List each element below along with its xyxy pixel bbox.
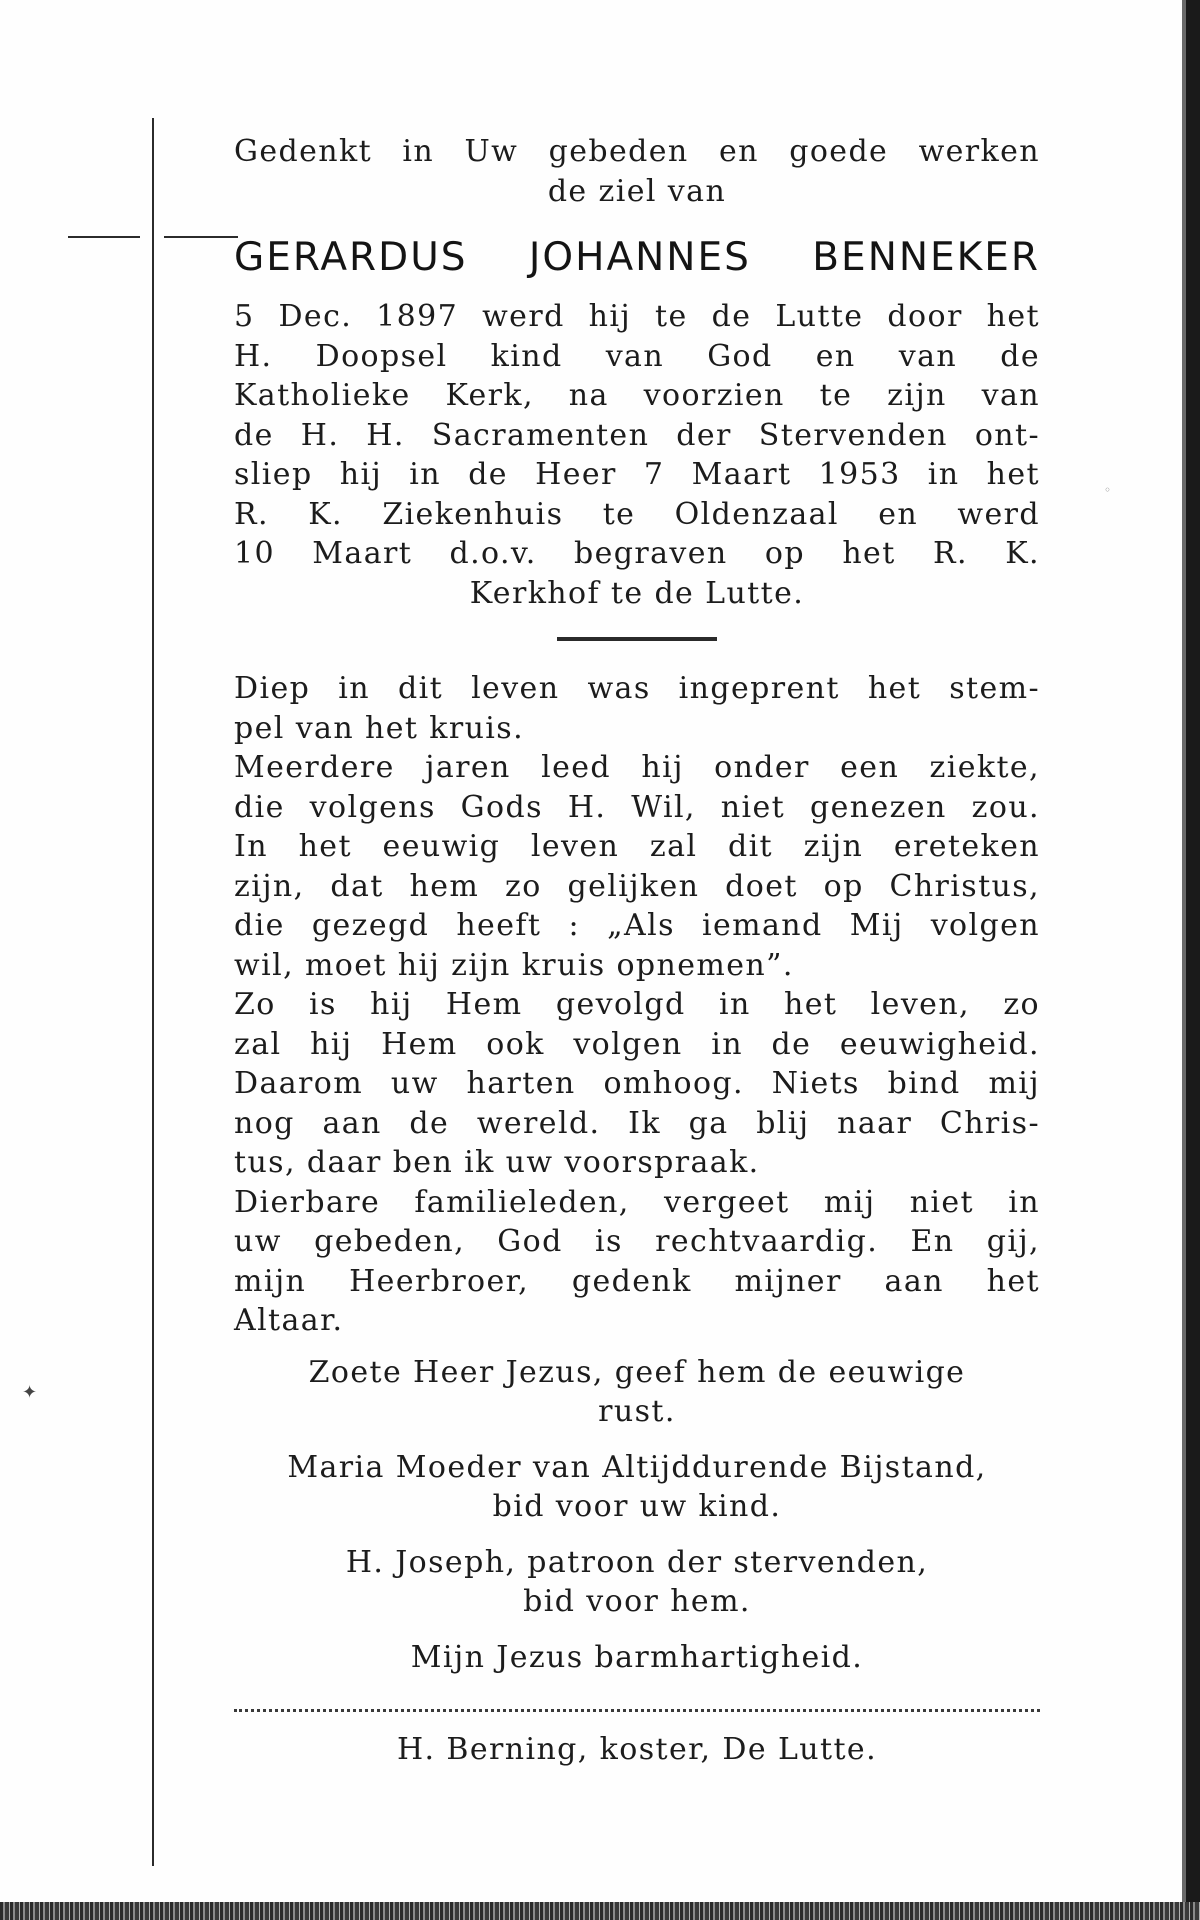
deceased-name: GERARDUS JOHANNES BENNEKER [234,235,1040,280]
biography-line: Katholieke Kerk, na voorzien te zijn van [234,378,1040,413]
reflection-line: pel van het kruis. [234,710,525,746]
biography [234,297,1040,613]
printer-credit: H. Berning, koster, De Lutte. [396,1732,878,1767]
card-bottom-border [0,1902,1200,1920]
reflection-line: Zo is hij Hem gevolgd in het leven, zo [234,987,1040,1022]
prayer-line: bid voor uw kind. [492,1489,782,1524]
biography-line: H. Doopsel kind van God en van de [234,338,1040,374]
prayer-line: rust. [598,1394,676,1429]
reflection-line: die volgens Gods H. Wil, niet genezen zou. [234,789,1040,825]
print-speck: ◦ [1104,483,1112,497]
reflection-line: Dierbare familieleden, vergeet mij niet in [234,1184,1040,1220]
reflection-line: nog aan de wereld. Ik ga blij naar Chris- [234,1105,1040,1141]
biography-line: 5 Dec. 1897 werd hij te de Lutte door het [234,299,1040,334]
biography-line: R. K. Ziekenhuis te Oldenzaal en werd [234,496,1040,532]
card-right-border [1186,0,1200,1920]
biography-line: sliep hij in de Heer 7 Maart 1953 in het [234,457,1040,492]
prayer-line: Zoete Heer Jezus, geef hem de eeuwige [308,1354,966,1390]
cross-bar-left [68,236,140,238]
cross-vertical-line [152,118,154,1866]
biography-line: 10 Maart d.o.v. begraven op het R. K. [234,536,1040,571]
heading-line: de ziel van [547,173,727,209]
reflection-line: uw gebeden, God is rechtvaardig. En gij, [234,1224,1040,1259]
prayer-line: Maria Moeder van Altijddurende Bijstand, [287,1449,987,1485]
prayer-line: bid voor hem. [523,1584,751,1619]
footer-divider [234,1709,1040,1712]
reflection-line: zijn, dat hem zo gelijken doet op Christus, [234,868,1040,904]
reflection-line: mijn Heerbroer, gedenk mijner aan het [234,1263,1040,1299]
reflection-line: Meerdere jaren leed hij onder een ziekte, [234,750,1040,785]
reflection-line: wil, moet hij zijn kruis opnemen”. [234,947,794,983]
reflection-line: Diep in dit leven was ingeprent het stem- [234,671,1040,706]
prayer-line: Mijn Jezus barmhartigheid. [410,1639,864,1675]
reflection-line: Daarom uw harten omhoog. Niets bind mij [234,1066,1040,1101]
reflection-line: In het eeuwig leven zal dit zijn ereteken [234,829,1040,864]
cross-bar-right [164,236,238,238]
biography-line: Kerkhof te de Lutte. [469,575,805,611]
reflection-line: die gezegd heeft : „Als iemand Mij volgen [234,908,1040,943]
print-speck: ✦ [22,1382,38,1403]
reflection-line: Altaar. [234,1303,344,1338]
card-text [234,132,1040,1770]
card-right-border-shadow [1182,0,1186,1920]
section-divider [557,637,717,641]
heading-line: Gedenkt in Uw gebeden en goede werken [234,134,1040,169]
reflection-line: tus, daar ben ik uw voorspraak. [234,1145,760,1180]
reflection [234,669,1040,1341]
prayer-line: H. Joseph, patroon der stervenden, [345,1544,929,1580]
prayers [234,1353,1040,1678]
reflection-line: zal hij Hem ook volgen in de eeuwigheid. [234,1026,1040,1062]
biography-line: de H. H. Sacramenten der Stervenden ont- [234,417,1040,453]
